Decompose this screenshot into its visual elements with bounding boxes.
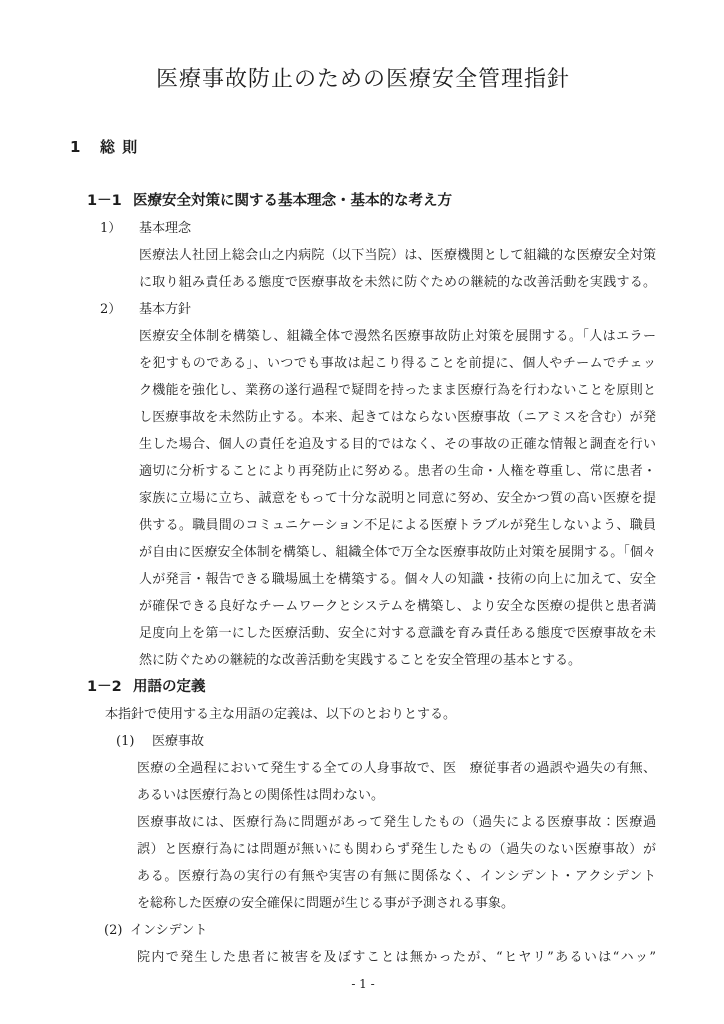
- section-1-2-number: 1－2: [87, 679, 122, 695]
- term-1-paragraph-1: [137, 755, 656, 809]
- item-1-paragraph: [139, 242, 656, 296]
- term-2-marker: (2): [104, 923, 123, 938]
- term-2-label: インシデント: [130, 923, 208, 938]
- term-1-label: 医療事故: [152, 734, 205, 749]
- page-number: - 1 -: [351, 977, 375, 991]
- text-line: ある。医療行為の実行の有無や実害の有無に関係なく、インシデント・アクシデント: [137, 869, 656, 884]
- text-line: 医療事故には、医療行為に問題があって発生したもの（過失による医療事故：医療過: [137, 815, 656, 830]
- text-line: 足度向上を第一にした医療活動、安全に対する意識を育み責任ある態度で医療事故を未: [139, 626, 656, 641]
- section-1-2-heading: [70, 674, 656, 701]
- item-1-marker: 1）: [100, 221, 122, 236]
- text-line: 家族に立場に立ち、誠意をもって十分な説明と同意に努め、安全かつ質の高い医療を提: [139, 491, 656, 506]
- term-2-heading: [70, 917, 656, 944]
- section-1-1-heading: [70, 188, 656, 215]
- text-line: に取り組み責任ある態度で医療事故を未然に防ぐための継続的な改善活動を実践する。: [139, 275, 656, 290]
- definitions-intro: 本指針で使用する主な用語の定義は、以下のとおりとする。: [105, 707, 457, 722]
- item-2-marker: 2）: [100, 302, 122, 317]
- text-line: が確保できる良好なチームワークとシステムを構築し、より安全な医療の提供と患者満: [139, 599, 656, 614]
- text-line: あるいは医療行為との関係性は問わない。: [137, 788, 385, 803]
- text-line: 人が発言・報告できる職場風土を構築する。個々人の知識・技術の向上に加えて、安全: [139, 572, 656, 587]
- text-line: し医療事故を未然防止する。本来、起きてはならない医療事故（ニアミスを含む）が発: [139, 410, 656, 425]
- text-line: 院内で発生した患者に被害を及ぼすことは無かったが、“ヒヤリ”あるいは“ハッ”: [137, 950, 656, 965]
- section-1-number: 1: [70, 138, 81, 156]
- text-line: を総称した医療の安全確保に問題が生じる事が予測される事象。: [137, 896, 515, 911]
- item-1-heading: [70, 215, 656, 242]
- text-line: 生した場合、個人の責任を追及する目的ではなく、その事故の正確な情報と調査を行い: [139, 437, 656, 452]
- item-2-paragraph: [139, 323, 656, 674]
- text-line: 誤）と医療行為には問題が無いにも関わらず発生したもの（過失のない医療事故）が: [137, 842, 656, 857]
- text-line: 然に防ぐための継続的な改善活動を実践することを安全管理の基本とする。: [139, 653, 582, 668]
- text-line: 医療安全体制を構築し、組織全体で漫然名医療事故防止対策を展開する。「人はエラー: [139, 329, 656, 344]
- term-2-paragraph: [137, 944, 656, 971]
- section-1-1-number: 1－1: [87, 193, 122, 209]
- item-2-heading: [70, 296, 656, 323]
- document-title: 医療事故防止のための医療安全管理指針: [155, 67, 570, 92]
- text-line: 医療法人社団上総会山之内病院（以下当院）は、医療機関として組織的な医療安全対策: [139, 248, 656, 263]
- term-1-heading: [70, 728, 656, 755]
- text-line: 供する。職員間のコミュニケーション不足による医療トラブルが発生しないよう、職員: [139, 518, 656, 533]
- text-line: 適切に分析することにより再発防止に努める。患者の生命・人権を尊重し、常に患者・: [139, 464, 656, 479]
- item-1-label: 基本理念: [139, 221, 192, 236]
- section-1-heading: [70, 137, 656, 157]
- text-line: を犯すものである」、いつでも事故は起こり得ることを前提に、個人やチームでチェッ: [139, 356, 656, 371]
- text-line: が自由に医療安全体制を構築し、組織全体で万全な医療事故防止対策を展開する。「個々: [139, 545, 656, 560]
- term-1-marker: (1): [116, 734, 135, 749]
- section-1-1-title: 医療安全対策に関する基本理念・基本的な考え方: [133, 193, 452, 209]
- item-2-label: 基本方針: [139, 302, 192, 317]
- section-1-title: 総 則: [100, 138, 139, 156]
- term-1-paragraph-2: [137, 809, 656, 917]
- text-line: ク機能を強化し、業務の遂行過程で疑問を持ったまま医療行為を行わないことを原則と: [139, 383, 656, 398]
- text-line: 医療の全過程において発生する全ての人身事故で、医 療従事者の過誤や過失の有無、: [137, 761, 656, 776]
- section-1-2-title: 用語の定義: [133, 679, 206, 695]
